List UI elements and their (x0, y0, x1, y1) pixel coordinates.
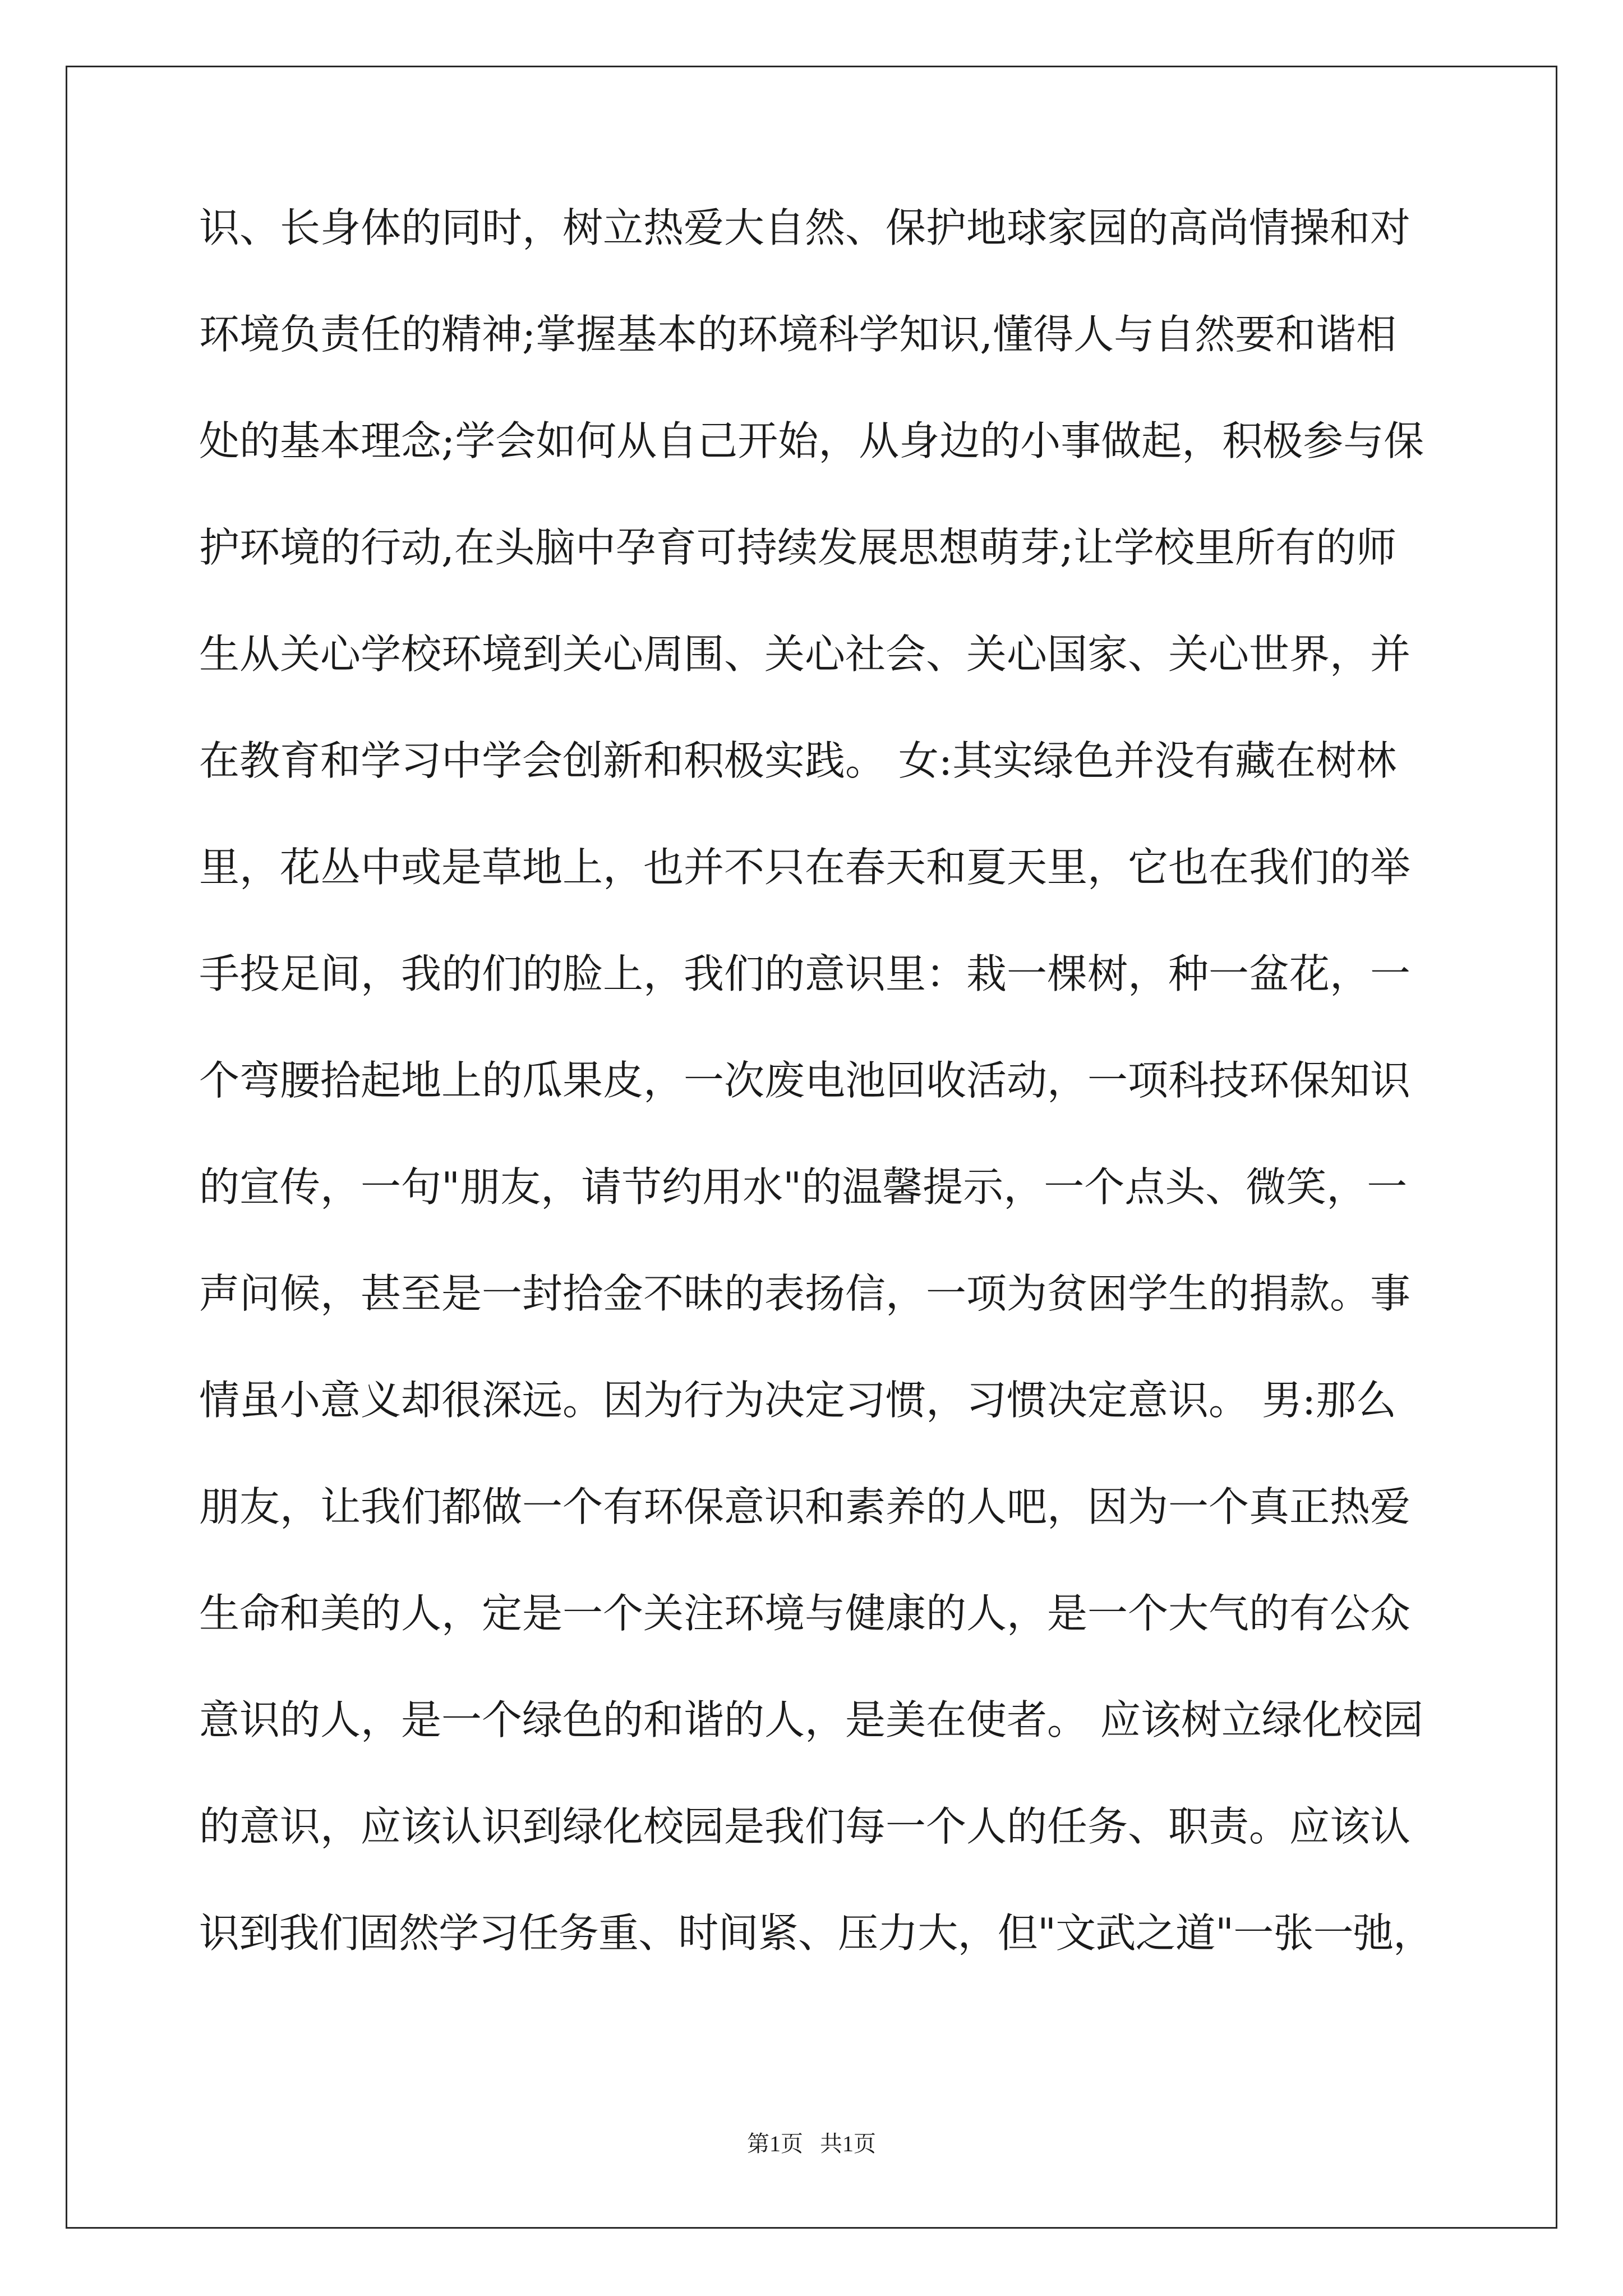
text-line-16: 的意识，应该认识到绿化校园是我们每一个人的任务、职责。应该认 (199, 1803, 1411, 1850)
text-line-13: 朋友，让我们都做一个有环保意识和素养的人吧，因为一个真正热爱 (199, 1483, 1411, 1530)
text-line-7: 里，花丛中或是草地上，也并不只在春天和夏天里，它也在我们的举 (199, 844, 1411, 891)
text-line-2: 环境负责任的精神;掌握基本的环境科学知识,懂得人与自然要和谐相 (199, 311, 1397, 358)
text-line-10: 的宣传，一句"朋友，请节约用水"的温馨提示，一个点头、微笑，一 (199, 1163, 1408, 1211)
text-line-8: 手投足间，我的们的脸上，我们的意识里：栽一棵树，种一盆花，一 (199, 950, 1411, 997)
text-line-5: 生从关心学校环境到关心周围、关心社会、关心国家、关心世界，并 (199, 631, 1411, 678)
text-line-17: 识到我们固然学习任务重、时间紧、压力大，但"文武之道"一张一弛， (199, 1910, 1433, 1957)
text-line-12: 情虽小意义却很深远。因为行为决定习惯，习惯决定意识。 男:那么 (199, 1377, 1397, 1424)
document-body (199, 204, 1433, 2019)
text-line-15: 意识的人，是一个绿色的和谐的人，是美在使者。 应该树立绿化校园 (199, 1696, 1423, 1743)
text-line-14: 生命和美的人，定是一个关注环境与健康的人，是一个大气的有公众 (199, 1590, 1411, 1637)
text-line-1: 识、长身体的同时，树立热爱大自然、保护地球家园的高尚情操和对 (199, 204, 1411, 251)
text-line-9: 个弯腰拾起地上的瓜果皮，一次废电池回收活动，一项科技环保知识 (199, 1057, 1411, 1104)
text-line-3: 处的基本理念;学会如何从自己开始，从身边的小事做起，积极参与保 (199, 417, 1424, 464)
text-line-6: 在教育和学习中学会创新和积极实践。 女:其实绿色并没有藏在树林 (199, 737, 1397, 784)
text-line-4: 护环境的行动,在头脑中孕育可持续发展思想萌芽;让学校里所有的师 (199, 524, 1397, 571)
page-footer: 第1页 共1页 (747, 2131, 876, 2156)
text-line-11: 声问候，甚至是一封拾金不昧的表扬信，一项为贫困学生的捐款。事 (199, 1270, 1411, 1317)
